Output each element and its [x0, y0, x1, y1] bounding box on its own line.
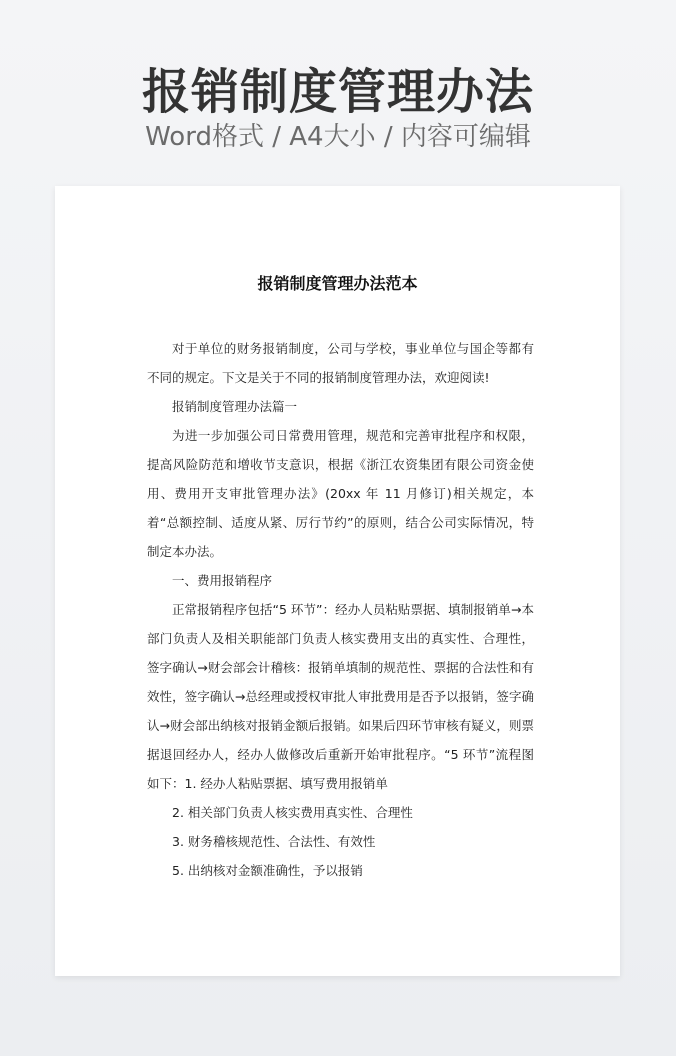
banner-subtitle: Word格式 / A4大小 / 内容可编辑 [145, 122, 531, 152]
paragraph-purpose: 为进一步加强公司日常费用管理，规范和完善审批程序和权限，提高风险防范和增收节支意识，根据《浙江农资集团有限公司资金使用、费用开支审批管理办法》(20xx 年 11 月修订)相关规定，本着“总额控制、适度从紧、厉行节约”的原则，结合公司实际情况，特制定本办法。 [147, 428, 534, 559]
paragraph-procedure-heading: 一、费用报销程序 [172, 573, 273, 588]
paragraph-section-heading: 报销制度管理办法篇一 [172, 399, 298, 414]
paragraph-step-2: 2. 相关部门负责人核实费用真实性、合理性 [172, 805, 413, 820]
paragraph-step-3: 3. 财务稽核规范性、合法性、有效性 [172, 834, 376, 849]
paragraph-intro: 对于单位的财务报销制度，公司与学校，事业单位与国企等都有不同的规定。下文是关于不同的报销制度管理办法，欢迎阅读! [147, 341, 534, 385]
banner-title: 报销制度管理办法 [141, 64, 534, 120]
document-body [147, 334, 534, 885]
document-page [55, 186, 620, 976]
paragraph-procedure: 正常报销程序包括“5 环节”：经办人员粘贴票据、填制报销单→本部门负责人及相关职能部门负责人核实费用支出的真实性、合理性，签字确认→财会部会计稽核：报销单填制的规范性、票据的合法性和有效性，签字确认→总经理或授权审批人审批费用是否予以报销，签字确认→财会部出纳核对报销金额后报销。如果后四环节审核有疑义，则票据退回经办人，经办人做修改后重新开始审批程序。“5 环节”流程图如下：1. 经办人粘贴票据、填写费用报销单 [147, 602, 534, 791]
banner [0, 0, 676, 180]
paragraph-step-5: 5. 出纳核对金额准确性，予以报销 [172, 863, 363, 878]
document-title: 报销制度管理办法范本 [257, 274, 418, 293]
